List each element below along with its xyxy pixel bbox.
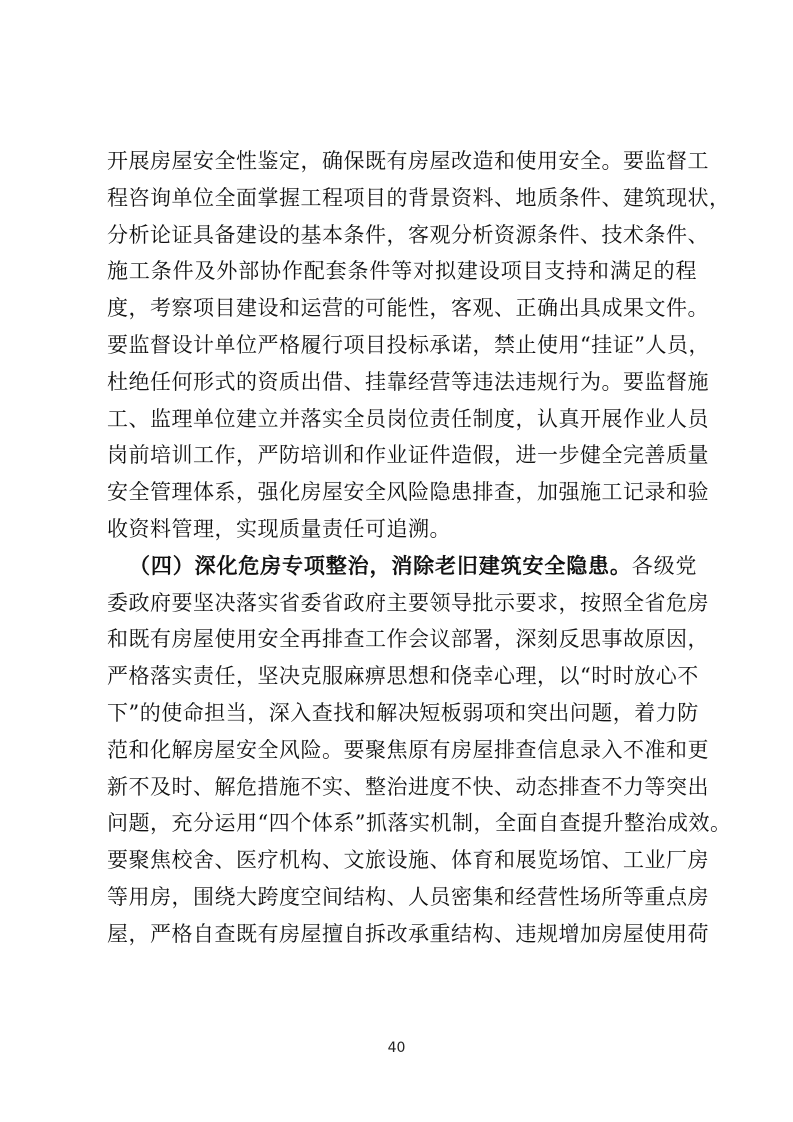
- text-line: 等用房，围绕大跨度空间结构、人员密集和经营性场所等重点房: [107, 884, 709, 909]
- text-line: 范和化解房屋安全风险。要聚焦原有房屋排查信息录入不准和更: [107, 737, 709, 762]
- text-line: 杜绝任何形式的资质出借、挂靠经营等违法违规行为。要监督施: [107, 369, 709, 394]
- text-line: 岗前培训工作，严防培训和作业证件造假，进一步健全完善质量: [107, 443, 709, 468]
- text-line: 要监督设计单位严格履行项目投标承诺，禁止使用“挂证”人员，: [107, 332, 710, 357]
- text-line: 开展房屋安全性鉴定，确保既有房屋改造和使用安全。要监督工: [107, 149, 709, 173]
- page-number: 40: [387, 1040, 406, 1056]
- text-line: 严格落实责任，坚决克服麻痹思想和侥幸心理，以“时时放心不: [107, 664, 699, 689]
- text-line: 新不及时、解危措施不实、整治进度不快、动态排查不力等突出: [107, 774, 709, 799]
- text-line: 下”的使命担当，深入查找和解决短板弱项和突出问题，着力防: [107, 700, 699, 725]
- text-line: 分析论证具备建设的基本条件，客观分析资源条件、技术条件、: [107, 222, 709, 247]
- text-line: 度，考察项目建设和运营的可能性，客观、正确出具成果文件。: [107, 296, 709, 321]
- text-line: 委政府要坚决落实省委省政府主要领导批示要求，按照全省危房: [107, 590, 709, 615]
- text-line: 安全管理体系，强化房屋安全风险隐患排查，加强施工记录和验: [107, 480, 709, 505]
- heading-line-text: 各级党: [631, 553, 698, 578]
- section-heading: （四）深化危房专项整治，消除老旧建筑安全隐患。: [129, 552, 632, 578]
- text-line: 屋，严格自查既有房屋擅自拆改承重结构、违规增加房屋使用荷: [107, 921, 709, 946]
- text-line: 和既有房屋使用安全再排查工作会议部署，深刻反思事故原因，: [107, 627, 709, 652]
- text-line: 收资料管理，实现质量责任可追溯。: [107, 516, 451, 541]
- text-line: 要聚焦校舍、医疗机构、文旅设施、体育和展览场馆、工业厂房: [107, 848, 709, 873]
- body-text: [107, 143, 732, 953]
- text-line: 工、监理单位建立并落实全员岗位责任制度，认真开展作业人员: [107, 406, 709, 431]
- text-line: 程咨询单位全面掌握工程项目的背景资料、地质条件、建筑现状，: [107, 185, 731, 210]
- text-line: 施工条件及外部协作配套条件等对拟建设项目支持和满足的程: [107, 259, 697, 284]
- section-heading-line: [107, 548, 697, 585]
- text-line: 问题，充分运用“四个体系”抓落实机制，全面自查提升整治成效。: [107, 811, 732, 836]
